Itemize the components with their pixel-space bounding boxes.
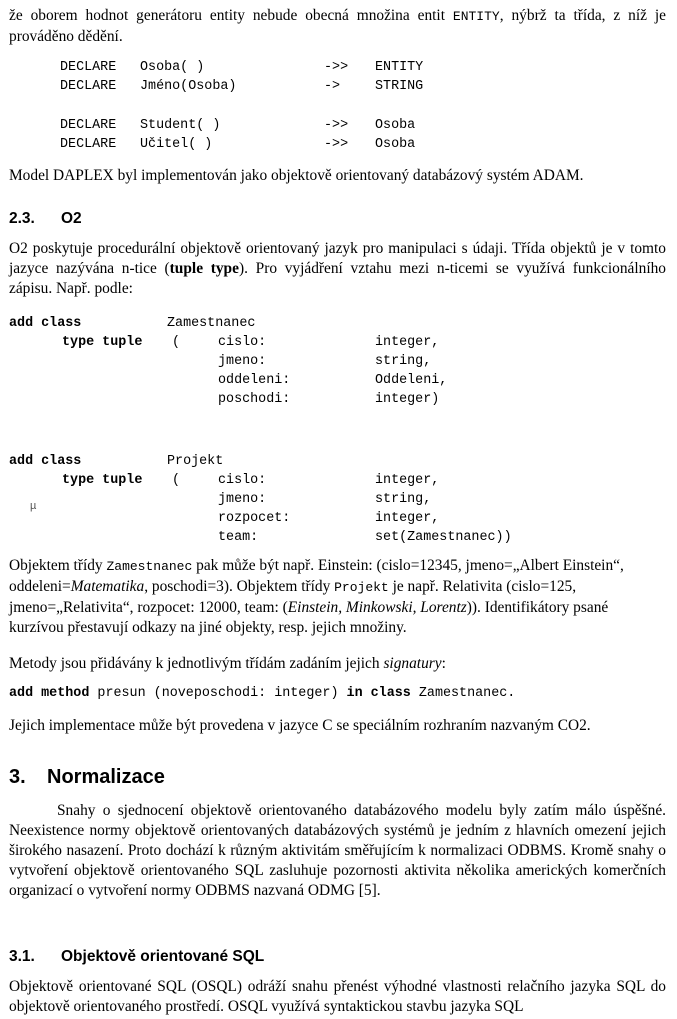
- code-line: type tuple ( cislo: integer,: [62, 335, 440, 350]
- code-line: type tuple ( cislo: integer,: [62, 473, 440, 488]
- declare-line: DECLARE Osoba( ) ->> ENTITY: [60, 60, 424, 75]
- code-line: oddeleni: Oddeleni,: [218, 373, 448, 388]
- methods-paragraph: Metody jsou přidávány k jednotlivým třídám zadáním jejich signatury:: [9, 655, 446, 672]
- section-heading-2-3: 2.3. O2: [9, 210, 82, 227]
- code-line: team: set(Zamestnanec)): [218, 530, 512, 545]
- declare-line: DECLARE Student( ) ->> Osoba: [60, 118, 416, 133]
- code-line: add class Projekt: [9, 454, 224, 469]
- objects-paragraph: Objektem třídy Zamestnanec pak může být např. Einstein: (cislo=12345, jmeno=„Albert Einstein“, oddeleni=Matematika, poschodi=3). Objektem třídy Projekt je např. Relativita (cislo=125, jmeno=„Relativita“, rozpocet: 12000, team: (Einstein, Minkowski, Lorentz)). Identifikátory psané kurzívou přestavují odkazy na jiné objekty, resp. jejich množiny.: [9, 557, 624, 636]
- declare-line: DECLARE Učitel( ) ->> Osoba: [60, 137, 416, 152]
- implementation-paragraph: Jejich implementace může být provedena v jazyce C se speciálním rozhraním nazvaným CO2.: [9, 717, 591, 734]
- stray-mark: µ: [30, 500, 37, 512]
- declare-line: DECLARE Jméno(Osoba) -> STRING: [60, 79, 424, 94]
- osql-paragraph: Objektově orientované SQL (OSQL) odráží snahu přenést výhodné vlastnosti relačního jazyka SQL do objektově orientovaného prostředí. OSQL využívá syntaktickou stavbu jazyka SQL: [9, 978, 666, 1015]
- code-line: rozpocet: integer,: [218, 511, 440, 526]
- inline-code: ENTITY: [452, 9, 500, 24]
- code-line: jmeno: string,: [218, 354, 432, 369]
- text-run: , nýbrž ta třída, z níž je prováděno dědění.: [9, 7, 667, 45]
- section-heading-3: 3. Normalizace: [9, 766, 165, 788]
- daplex-paragraph: Model DAPLEX byl implementován jako objektově orientovaný databázový systém ADAM.: [9, 167, 584, 184]
- method-code-line: add method presun (noveposchodi: integer) in class Zamestnanec.: [9, 686, 516, 701]
- code-line: poschodi: integer): [218, 392, 440, 407]
- code-line: jmeno: string,: [218, 492, 432, 507]
- text-run: že oborem hodnot generátoru entity nebude obecná množina entit: [9, 7, 453, 24]
- section-heading-3-1: 3.1. Objektově orientované SQL: [9, 948, 265, 965]
- bold-term: tuple type: [169, 260, 239, 277]
- code-line: add class Zamestnanec: [9, 316, 256, 331]
- normalization-paragraph: Snahy o sjednocení objektově orientovaného databázového modelu byly zatím málo úspěšné. Neexistence normy objektově orientovaných databázových systémů je jedním z hlavních omezení jejich širokého nasazení. Proto dochází k různým aktivitám směřujícím k normalizaci ODBMS. Kromě snahy o vytvoření objektově orientovaného SQL zasluhuje pozornosti aktivita několika amerických komerčních organizací o vytvoření normy ODBMS nazvaná ODMG [5].: [9, 802, 666, 899]
- intro-paragraph: [9, 6, 666, 47]
- o2-paragraph: O2 poskytuje procedurální objektově orientovaný jazyk pro manipulaci s údaji. Třída objektů je v tomto jazyce nazývána n-tice (tuple type). Pro vyjádření vztahu mezi n-ticemi se využívá funkcionálního zápisu. Např. podle:: [9, 240, 666, 297]
